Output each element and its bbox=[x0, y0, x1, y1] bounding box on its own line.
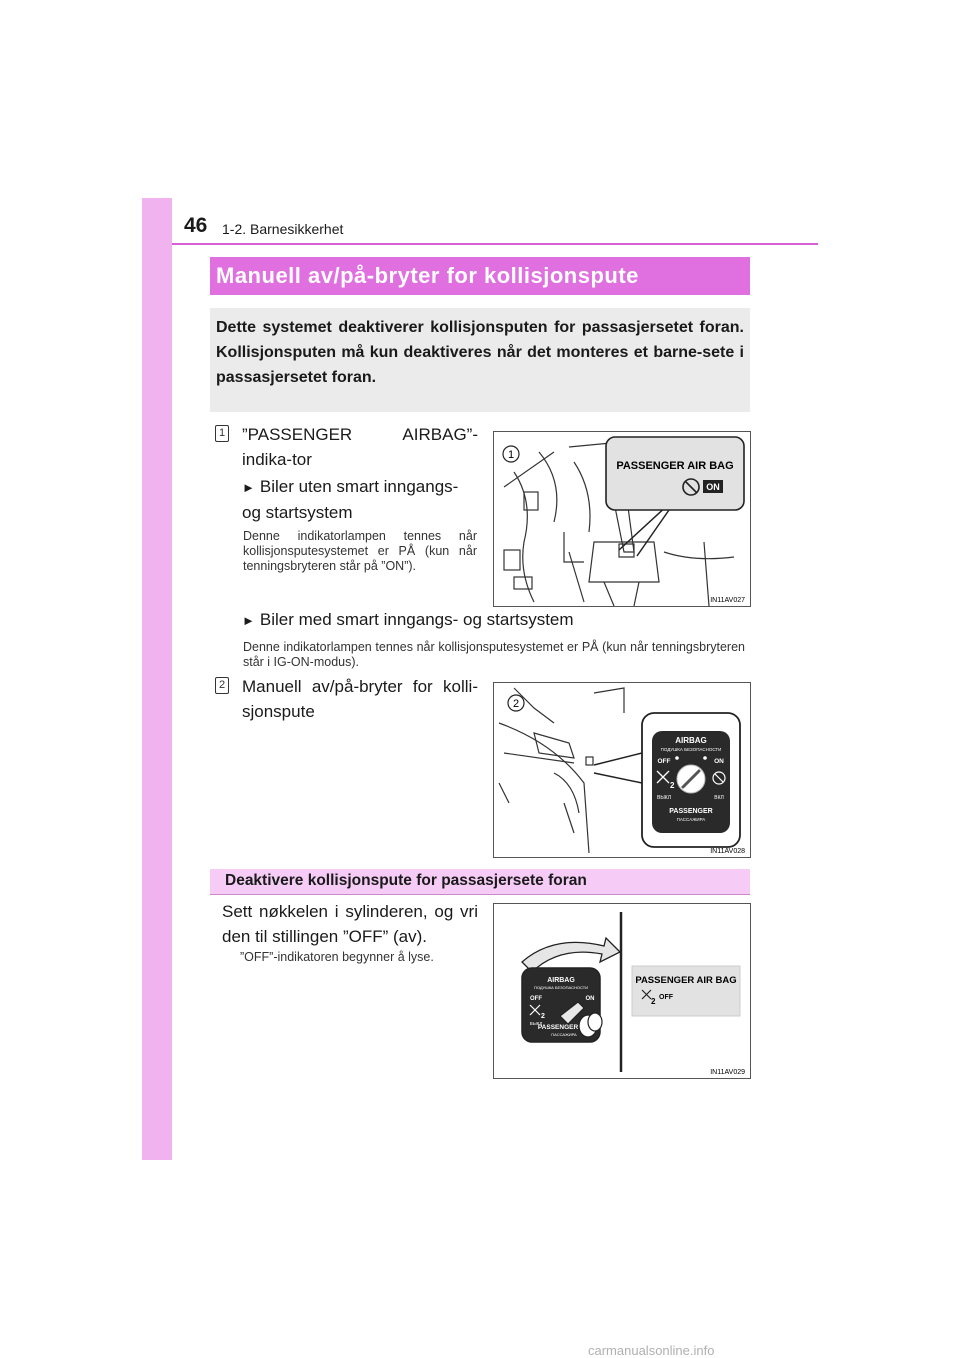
figure-switch bbox=[493, 682, 751, 858]
item1-bullet-b bbox=[242, 607, 742, 633]
panel-label: PASSENGER AIR BAG bbox=[616, 460, 734, 472]
callout-1: 1 bbox=[507, 449, 515, 461]
fig3-on-label: ON bbox=[585, 996, 595, 1002]
intro-text: Dette systemet deaktiverer kollisjonsputen for passasjersetet foran. Kollisjonsputen må kun deaktiveres når det monteres et barne-sete i passasjersetet foran. bbox=[216, 319, 744, 386]
rotation-arrow-icon bbox=[522, 938, 620, 972]
fig3-panel-off: OFF bbox=[659, 994, 673, 1001]
switch-on-label: ON bbox=[714, 758, 724, 765]
item2-title: Manuell av/på-bryter for kolli-sjonspute bbox=[242, 677, 478, 721]
watermark: carmanualsonline.info bbox=[588, 1343, 715, 1358]
item1-bullet-a bbox=[242, 474, 480, 525]
figure-code-3: IN11AV029 bbox=[710, 1069, 745, 1076]
item1-title: ”PASSENGER AIRBAG”-indika-tor bbox=[242, 425, 478, 469]
section-title-bar bbox=[210, 257, 750, 295]
fig3-panel-label: PASSENGER AIR BAG bbox=[635, 975, 737, 986]
subheading-bar bbox=[210, 869, 750, 895]
on-badge: ON bbox=[706, 482, 720, 492]
switch-airbag-ru-label: ПОДУШКА БЕЗОПАСНОСТИ bbox=[660, 747, 722, 752]
figure-indicator bbox=[493, 431, 751, 607]
switch-on-ru-label: ВКЛ bbox=[714, 795, 724, 801]
figure-code-2: IN11AV028 bbox=[710, 848, 745, 855]
page-number: 46 bbox=[184, 214, 208, 237]
fig3-passenger-label: PASSENGER bbox=[537, 1024, 579, 1031]
section-reference: 1-2. Barnesikkerhet bbox=[222, 221, 344, 237]
bullet-triangle-icon: ► bbox=[242, 613, 255, 628]
item-number-1: 1 bbox=[215, 425, 229, 442]
switch-off-label: OFF bbox=[657, 758, 671, 765]
fig3-off-label: OFF bbox=[530, 996, 542, 1002]
section-title: Manuell av/på-bryter for kollisjonspute bbox=[216, 263, 639, 288]
instruction-text: Sett nøkkelen i sylinderen, og vri den til stillingen ”OFF” (av). bbox=[222, 902, 478, 946]
intro-box bbox=[210, 308, 750, 412]
fig3-digit-2: 2 bbox=[541, 1013, 545, 1020]
subheading-text: Deaktivere kollisjonspute for passasjersete foran bbox=[225, 872, 587, 889]
switch-digit-2: 2 bbox=[670, 781, 675, 790]
bullet-b-text: Biler med smart inngangs- og startsystem bbox=[259, 610, 574, 629]
figure-indicator-drawing bbox=[494, 432, 750, 606]
fig3-passenger-ru-label: ПАССАЖИРА bbox=[551, 1032, 577, 1037]
figure-switch-drawing bbox=[494, 683, 750, 857]
figure-deactivate bbox=[493, 903, 751, 1079]
fig3-airbag-ru-label: ПОДУШКА БЕЗОПАСНОСТИ bbox=[533, 985, 589, 990]
item1-note-a: Denne indikatorlampen tennes når kollisjonsputesystemet er PÅ (kun når tenningsbryteren står på ”ON”). bbox=[243, 529, 477, 573]
chapter-sidebar bbox=[142, 198, 172, 1160]
switch-airbag-label: AIRBAG bbox=[675, 736, 707, 745]
item-number-2: 2 bbox=[215, 677, 229, 694]
header-divider bbox=[172, 243, 818, 245]
bullet-a-text: Biler uten smart inngangs- og startsystem bbox=[242, 477, 459, 522]
item1-note-b: Denne indikatorlampen tennes når kollisjonsputesystemet er PÅ (kun når tenningsbryteren står i IG-ON-modus). bbox=[243, 640, 745, 669]
switch-passenger-label: PASSENGER bbox=[669, 808, 713, 815]
fig3-panel-digit: 2 bbox=[651, 997, 656, 1006]
figure-code-1: IN11AV027 bbox=[710, 597, 745, 604]
instruction-note: ”OFF”-indikatoren begynner å lyse. bbox=[240, 950, 434, 964]
fig3-off-ru-label: ВЫКЛ bbox=[529, 1021, 543, 1026]
callout-2: 2 bbox=[512, 698, 520, 710]
figure-deactivate-drawing bbox=[494, 904, 750, 1078]
bullet-triangle-icon: ► bbox=[242, 480, 255, 495]
fig3-airbag-label: AIRBAG bbox=[547, 977, 575, 984]
switch-passenger-ru-label: ПАССАЖИРА bbox=[676, 817, 706, 822]
switch-off-ru-label: ВЫКЛ bbox=[657, 795, 671, 801]
